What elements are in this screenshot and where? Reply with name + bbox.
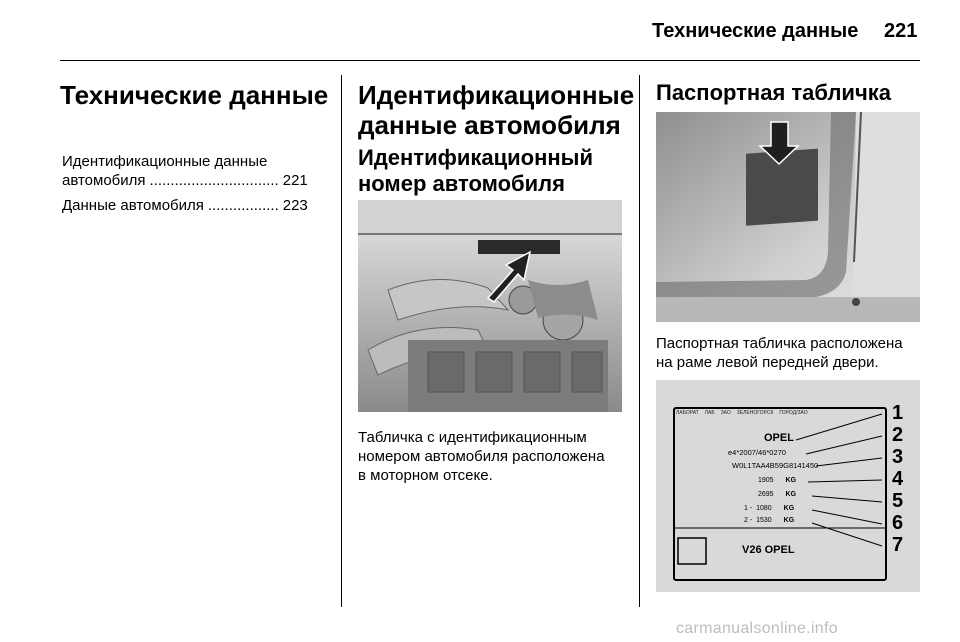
sub-heading-line: Идентификационный <box>358 145 593 170</box>
plate-weight-value: 1080 <box>756 505 772 512</box>
plate-weight-value: 1905 <box>758 477 774 484</box>
chapter-heading-line: Идентификационные <box>358 80 635 110</box>
plate-label: ЛАБОРАТ <box>676 410 699 416</box>
section-heading: Технические данные <box>60 80 329 110</box>
plate-weight-row <box>744 517 794 524</box>
plate-axle-label: 2 - <box>744 517 753 524</box>
plate-label: ЛАБ <box>704 410 715 416</box>
column-divider-right <box>639 75 640 607</box>
watermark: carmanualsonline.info <box>676 620 838 637</box>
chapter-heading <box>358 80 634 140</box>
toc-page-number: 223 <box>282 197 308 214</box>
toc-entry-text: автомобиля <box>62 172 146 189</box>
door-frame-photo <box>656 112 920 322</box>
callout-number: 5 <box>892 490 904 512</box>
section-heading: Паспортная табличка <box>656 80 891 105</box>
toc-entry-identification[interactable] <box>62 152 322 190</box>
plate-weight-row <box>744 505 794 512</box>
figure-caption <box>656 334 903 372</box>
toc-leader-dots: ................. <box>207 197 279 214</box>
plate-header-labels <box>676 410 808 416</box>
plate-brand: OPEL <box>764 432 794 444</box>
callout-number: 2 <box>892 424 904 446</box>
sub-heading <box>358 145 593 197</box>
caption-line: в моторном отсеке. <box>358 467 493 484</box>
plate-label: ГОРОД/ЗАО <box>779 410 808 416</box>
caption-line: номером автомобиля расположена <box>358 448 605 465</box>
sub-heading-line: номер автомобиля <box>358 171 565 196</box>
engine-bay-illustration <box>358 200 622 412</box>
caption-line: Табличка с идентификационным <box>358 429 587 446</box>
toc-entry-text: Данные автомобиля <box>62 197 204 214</box>
toc-entry-text: Идентификационные данные <box>62 153 268 170</box>
door-frame-illustration <box>656 112 920 322</box>
callout-number: 4 <box>892 468 904 490</box>
caption-line: на раме левой передней двери. <box>656 354 879 371</box>
plate-weight-value: 1530 <box>756 517 772 524</box>
plate-weight-unit: KG <box>785 491 797 498</box>
plate-weight-value: 2695 <box>758 491 774 498</box>
plate-approval-number: e4*2007/46*0270 <box>728 448 786 457</box>
callout-number: 3 <box>892 446 904 468</box>
plate-weight-unit: KG <box>783 517 795 524</box>
chapter-heading-line: данные автомобиля <box>358 110 621 140</box>
column-divider-left <box>341 75 342 607</box>
plate-weight-unit: KG <box>785 477 797 484</box>
toc-page-number: 221 <box>282 172 308 189</box>
header-rule <box>60 60 920 61</box>
type-plate-diagram <box>656 380 920 592</box>
plate-label: ЗАО <box>720 410 731 416</box>
plate-weight-unit: KG <box>783 505 795 512</box>
toc-leader-dots: ............................... <box>149 172 279 189</box>
caption-line: Паспортная табличка расположена <box>656 335 903 352</box>
plate-footer-text: V26 OPEL <box>742 544 795 556</box>
plate-weight-row <box>758 477 796 484</box>
figure-caption <box>358 428 605 485</box>
plate-vin: W0L1TAA4B59G8141450 <box>732 461 819 470</box>
running-header-title: Технические данные <box>652 20 859 42</box>
page-number: 221 <box>884 20 918 42</box>
callout-number: 6 <box>892 512 904 534</box>
callout-number: 1 <box>892 402 904 424</box>
engine-bay-photo <box>358 200 622 412</box>
plate-weight-row <box>758 491 796 498</box>
toc-entry-vehicle-data[interactable] <box>62 196 322 215</box>
plate-label: ЗЕЛЕНОГОРСК <box>736 410 774 416</box>
callout-number: 7 <box>892 534 904 556</box>
plate-axle-label: 1 - <box>744 505 753 512</box>
